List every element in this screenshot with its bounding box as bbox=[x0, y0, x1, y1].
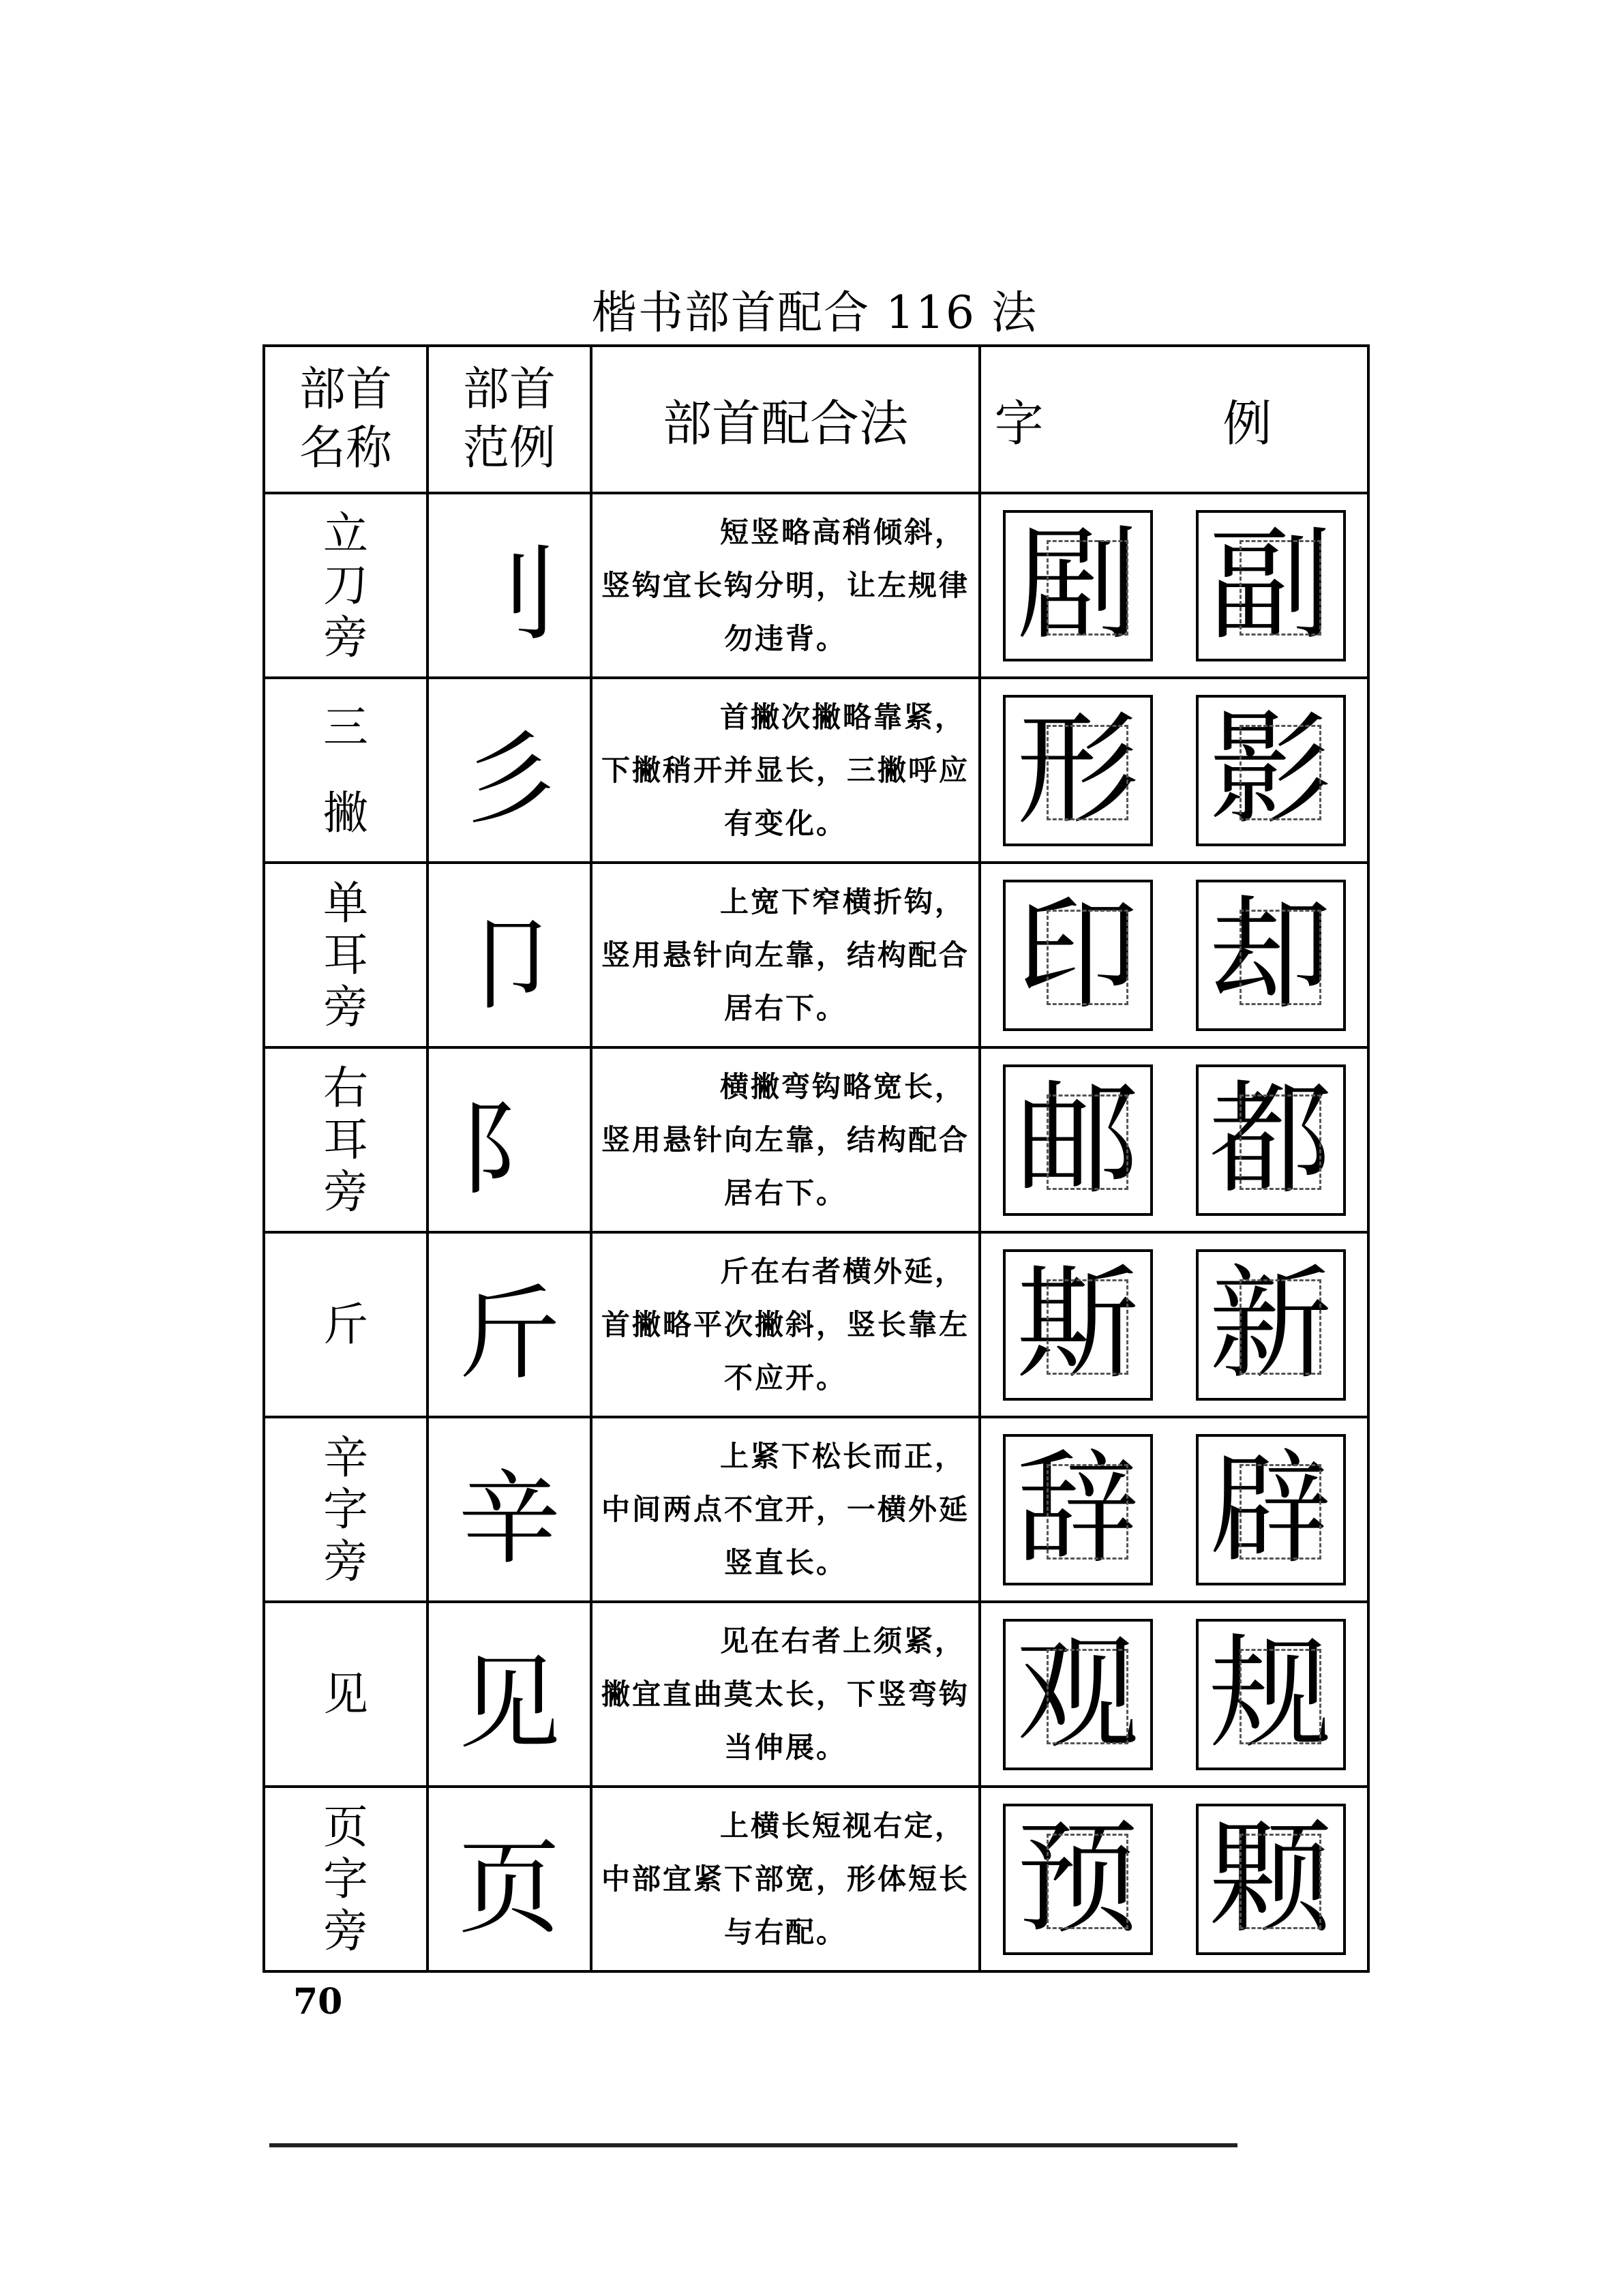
examples-cell bbox=[980, 1602, 1368, 1787]
example-char-box bbox=[1196, 1249, 1346, 1401]
example-char-box bbox=[1003, 880, 1153, 1031]
radical-name-cell bbox=[264, 1602, 427, 1787]
method-text: 上紧下松长而正，中间两点不宜开，一横外延竖直长。 bbox=[591, 1417, 980, 1602]
radical-name-cell bbox=[264, 678, 427, 863]
examples-cell bbox=[980, 493, 1368, 678]
example-char-box bbox=[1003, 1804, 1153, 1955]
example-char-box bbox=[1003, 1249, 1153, 1401]
radical-name: 页 字 旁 bbox=[323, 1800, 368, 1957]
method-text: 斤在右者横外延，首撇略平次撇斜，竖长靠左不应开。 bbox=[591, 1232, 980, 1417]
header-radical-sample-line1: 部首 bbox=[462, 363, 556, 417]
example-char-box bbox=[1003, 1434, 1153, 1585]
example-char-box bbox=[1196, 1804, 1346, 1955]
radical-sample: 见 bbox=[427, 1602, 591, 1787]
radical-sample: 页 bbox=[427, 1787, 591, 1971]
example-char: 都 bbox=[1209, 1068, 1332, 1211]
radical-sample: 彡 bbox=[427, 678, 591, 863]
example-char: 新 bbox=[1209, 1253, 1332, 1396]
radical-name-cell bbox=[264, 493, 427, 678]
example-char: 预 bbox=[1016, 1807, 1139, 1950]
radical-name: 辛 字 旁 bbox=[323, 1431, 368, 1587]
bottom-rule bbox=[269, 2143, 1237, 2147]
radical-sample: 斤 bbox=[427, 1232, 591, 1417]
header-radical-name bbox=[264, 346, 427, 493]
radical-name: 右 耳 旁 bbox=[323, 1061, 368, 1218]
radical-name: 三 撇 bbox=[323, 700, 368, 839]
header-radical-name-line1: 部首 bbox=[299, 363, 392, 417]
header-radical-sample-line2: 范例 bbox=[462, 421, 556, 475]
radical-name-cell bbox=[264, 1047, 427, 1232]
example-char: 规 bbox=[1209, 1622, 1332, 1765]
radical-table bbox=[262, 344, 1370, 1973]
example-char: 辞 bbox=[1016, 1437, 1139, 1581]
radical-sample: 阝 bbox=[427, 1047, 591, 1232]
header-radical-sample bbox=[427, 346, 591, 493]
table-row bbox=[264, 678, 1368, 863]
example-char-box bbox=[1196, 510, 1346, 661]
example-char-box bbox=[1196, 695, 1346, 846]
example-char: 斯 bbox=[1016, 1253, 1139, 1396]
radical-sample: 刂 bbox=[427, 493, 591, 678]
method-text: 首撇次撇略靠紧，下撇稍开并显长，三撇呼应有变化。 bbox=[591, 678, 980, 863]
example-char: 影 bbox=[1209, 698, 1332, 841]
example-char: 印 bbox=[1016, 883, 1139, 1026]
header-row bbox=[264, 346, 1368, 493]
method-text: 上宽下窄横折钩，竖用悬针向左靠，结构配合居右下。 bbox=[591, 863, 980, 1047]
header-method: 部首配合法 bbox=[591, 346, 980, 493]
examples-cell bbox=[980, 1047, 1368, 1232]
example-char-box bbox=[1196, 1619, 1346, 1770]
table-row bbox=[264, 493, 1368, 678]
example-char: 形 bbox=[1016, 698, 1139, 841]
header-radical-name-line2: 名称 bbox=[299, 421, 392, 475]
radical-name-cell bbox=[264, 1417, 427, 1602]
examples-cell bbox=[980, 863, 1368, 1047]
examples-cell bbox=[980, 678, 1368, 863]
page-number: 70 bbox=[293, 1981, 343, 2023]
examples-cell bbox=[980, 1417, 1368, 1602]
method-text: 短竖略高稍倾斜，竖钩宜长钩分明，让左规律勿违背。 bbox=[591, 493, 980, 678]
radical-name: 单 耳 旁 bbox=[323, 876, 368, 1033]
header-examples: 字 例 bbox=[980, 346, 1368, 493]
radical-name: 立 刀 旁 bbox=[323, 507, 368, 664]
radical-name: 见 bbox=[323, 1667, 368, 1720]
method-text: 上横长短视右定，中部宜紧下部宽，形体短长与右配。 bbox=[591, 1787, 980, 1971]
example-char-box bbox=[1196, 1434, 1346, 1585]
examples-cell bbox=[980, 1232, 1368, 1417]
table-row bbox=[264, 863, 1368, 1047]
table-row bbox=[264, 1232, 1368, 1417]
example-char-box bbox=[1196, 880, 1346, 1031]
radical-name-cell bbox=[264, 1232, 427, 1417]
example-char-box bbox=[1003, 695, 1153, 846]
example-char: 观 bbox=[1016, 1622, 1139, 1765]
radical-name: 斤 bbox=[323, 1298, 368, 1351]
table-row bbox=[264, 1602, 1368, 1787]
table-row bbox=[264, 1787, 1368, 1971]
example-char: 邮 bbox=[1016, 1068, 1139, 1211]
examples-cell bbox=[980, 1787, 1368, 1971]
method-text: 横撇弯钩略宽长，竖用悬针向左靠，结构配合居右下。 bbox=[591, 1047, 980, 1232]
radical-name-cell bbox=[264, 863, 427, 1047]
radical-sample: 卩 bbox=[427, 863, 591, 1047]
example-char-box bbox=[1196, 1064, 1346, 1216]
example-char: 颗 bbox=[1209, 1807, 1332, 1950]
page-title: 楷书部首配合 116 法 bbox=[592, 286, 1038, 339]
example-char-box bbox=[1003, 510, 1153, 661]
example-char: 辟 bbox=[1209, 1437, 1332, 1581]
example-char: 剧 bbox=[1016, 513, 1139, 657]
example-char: 却 bbox=[1209, 883, 1332, 1026]
table-row bbox=[264, 1047, 1368, 1232]
table-row bbox=[264, 1417, 1368, 1602]
example-char-box bbox=[1003, 1619, 1153, 1770]
example-char-box bbox=[1003, 1064, 1153, 1216]
method-text: 见在右者上须紧，撇宜直曲莫太长，下竖弯钩当伸展。 bbox=[591, 1602, 980, 1787]
radical-name-cell bbox=[264, 1787, 427, 1971]
example-char: 副 bbox=[1209, 513, 1332, 657]
radical-sample: 辛 bbox=[427, 1417, 591, 1602]
